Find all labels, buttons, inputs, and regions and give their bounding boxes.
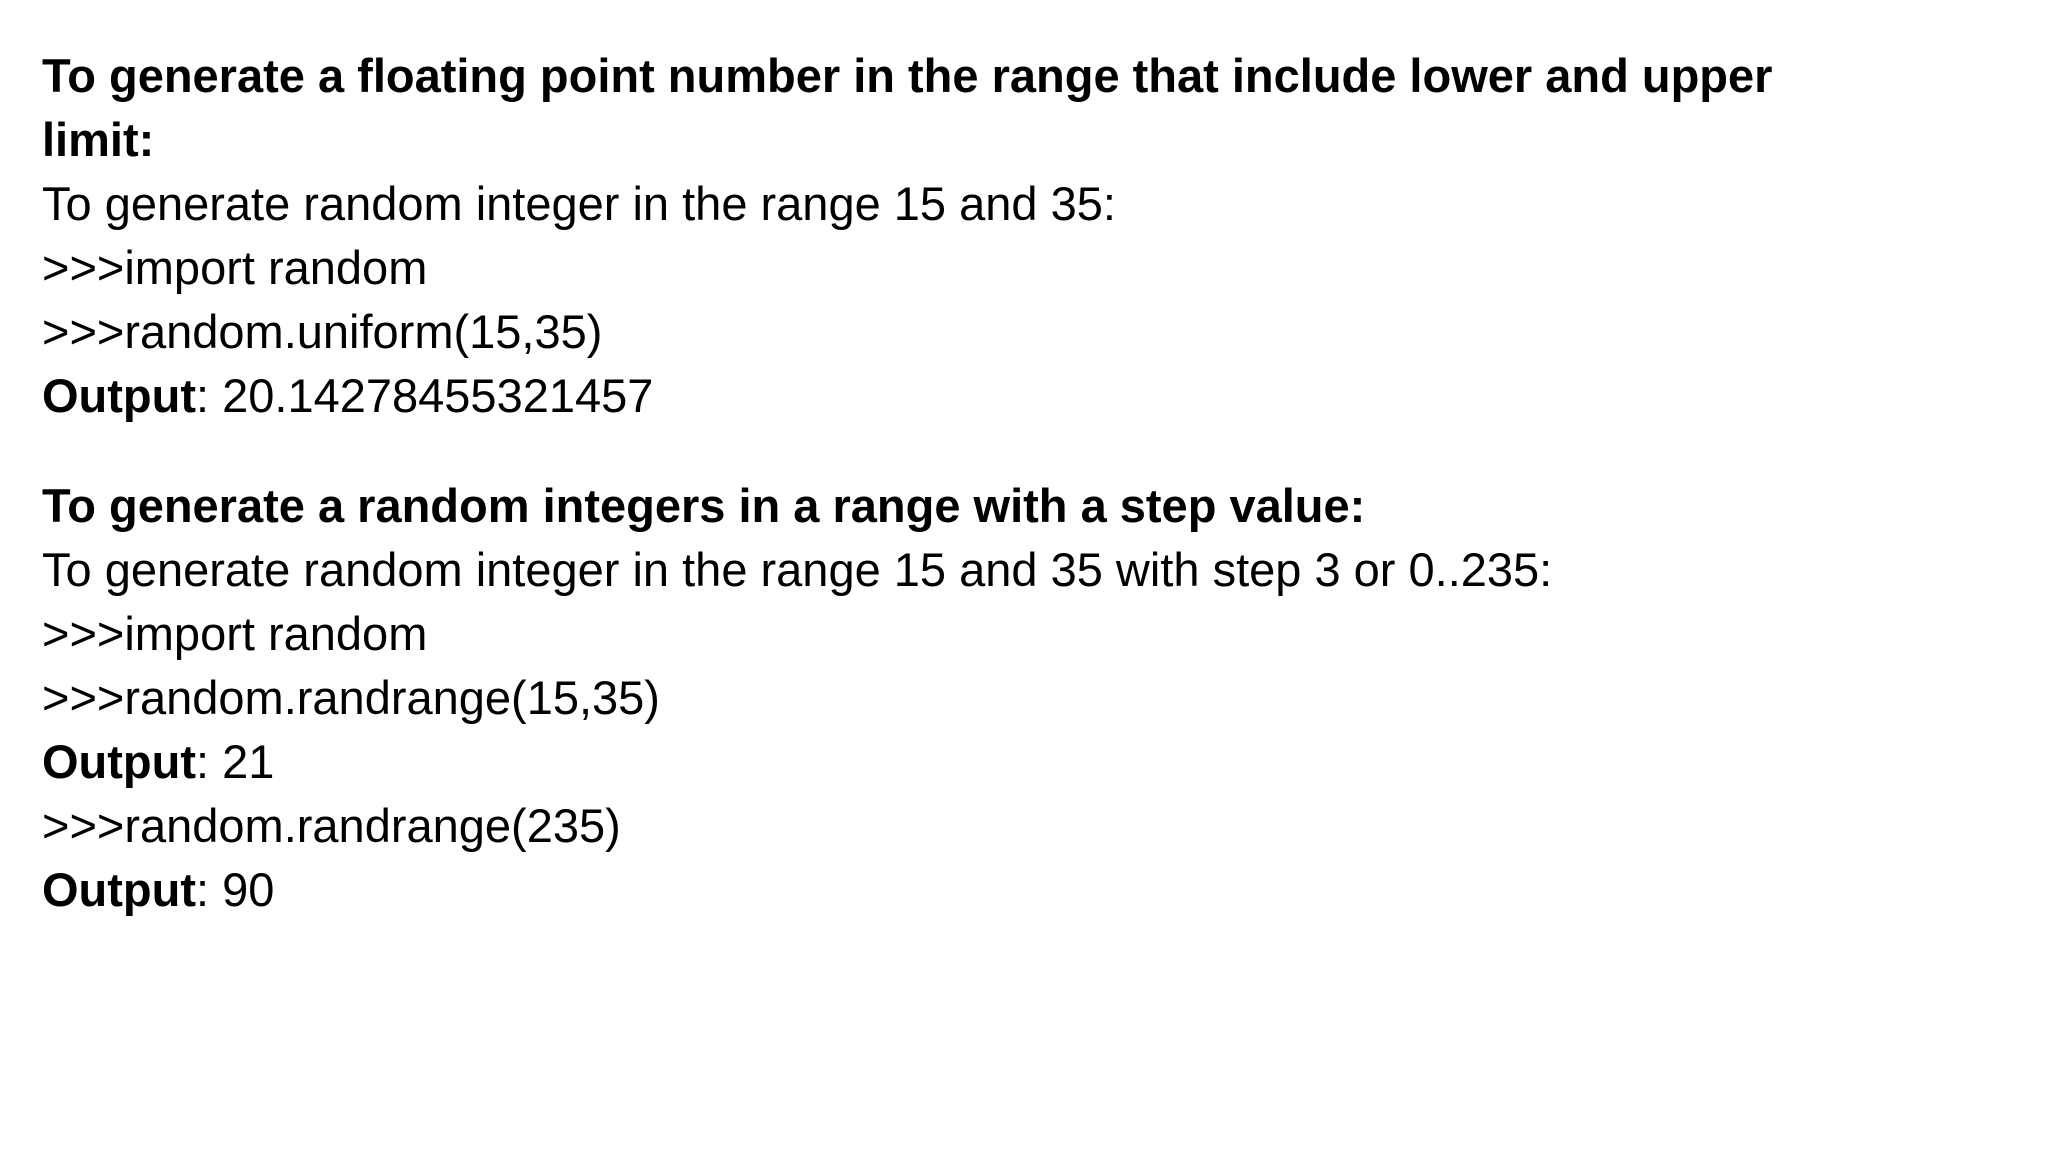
section-uniform (42, 44, 1942, 428)
code-line-randrange-range: >>>random.randrange(15,35) (42, 671, 660, 724)
output-value: : 21 (196, 735, 275, 788)
output-label: Output (42, 369, 196, 422)
output-value: : 90 (196, 863, 275, 916)
code-line-import: >>>import random (42, 241, 428, 294)
section-description: To generate random integer in the range 15 and 35 with step 3 or 0..235: (42, 543, 1553, 596)
output-line (42, 858, 1942, 922)
code-line-uniform: >>>random.uniform(15,35) (42, 305, 603, 358)
code-line-randrange-stop: >>>random.randrange(235) (42, 799, 621, 852)
slide-content (42, 44, 1942, 922)
section-randrange (42, 474, 1942, 922)
output-value: : 20.14278455321457 (196, 369, 654, 422)
code-line-import: >>>import random (42, 607, 428, 660)
output-label: Output (42, 735, 196, 788)
output-label: Output (42, 863, 196, 916)
section-description: To generate random integer in the range 15 and 35: (42, 177, 1116, 230)
output-line (42, 364, 1942, 428)
output-line (42, 730, 1942, 794)
section-heading: To generate a random integers in a range with a step value: (42, 479, 1366, 532)
section-heading: To generate a floating point number in the range that include lower and upper limit: (42, 49, 1773, 166)
section-spacer (42, 428, 1942, 474)
